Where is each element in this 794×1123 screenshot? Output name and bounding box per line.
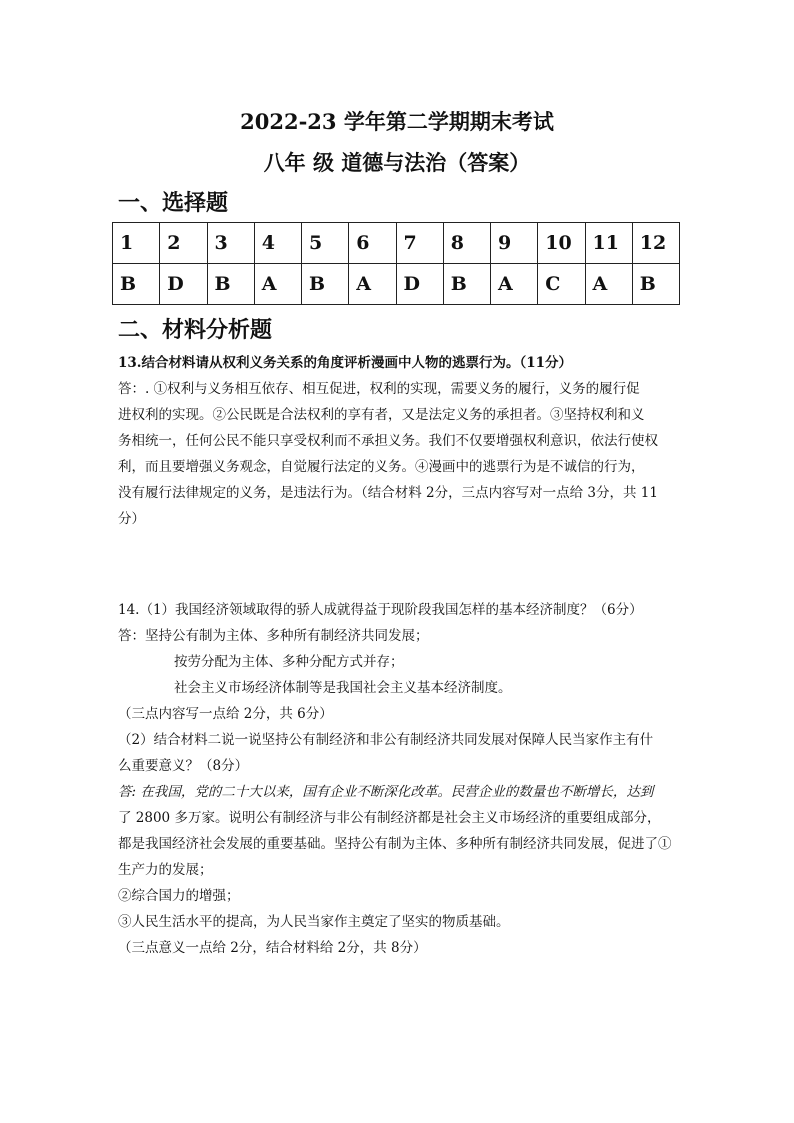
answer-letter: D: [396, 264, 443, 305]
answer-14-part1-line: 按劳分配为主体、多种分配方式并存；: [174, 654, 404, 670]
question-13-text: 13.结合材料请从权利义务关系的角度评析漫画中人物的逃票行为。（11分）: [118, 355, 573, 371]
answer-14-part2-line: 答: 在我国，党的二十大以来，国有企业不断深化改革。民营企业的数量也不断增长，达到: [118, 784, 654, 800]
question-number-row: [113, 223, 680, 264]
answer-14-part1-score: （三点内容写一点给 2分，共 6分）: [118, 706, 333, 722]
answer-13-line: 答：. ①权利与义务相互依存、相互促进，权利的实现，需要义务的履行，义务的履行促: [118, 381, 640, 397]
question-number: 11: [585, 223, 632, 264]
question-number: 2: [160, 223, 207, 264]
answer-13-line: 进权利的实现。②公民既是合法权利的享有者，又是法定义务的承担者。③坚持权利和义: [118, 407, 645, 423]
answer-letter: C: [538, 264, 585, 305]
answer-14-part1-first: 答：坚持公有制为主体、多种所有制经济共同发展；: [118, 628, 429, 644]
answer-14-part1-line: 社会主义市场经济体制等是我国社会主义基本经济制度。: [174, 680, 512, 696]
answer-letter: A: [254, 264, 301, 305]
answer-letter: B: [207, 264, 254, 305]
answer-14-part2-score: （三点意义一点给 2分，结合材料给 2分，共 8分）: [118, 940, 427, 956]
question-number: 5: [302, 223, 349, 264]
answer-letter: B: [443, 264, 490, 305]
answer-13-line: 没有履行法律规定的义务，是违法行为。（结合材料 2分，三点内容写对一点给 3分，共 11: [118, 485, 658, 501]
answer-14-part2-line: 生产力的发展；: [118, 862, 213, 878]
question-number: 10: [538, 223, 585, 264]
answer-letter: A: [349, 264, 396, 305]
question-number: 4: [254, 223, 301, 264]
answer-letter: D: [160, 264, 207, 305]
question-number: 7: [396, 223, 443, 264]
choice-answer-table: [112, 222, 680, 305]
answer-letter: B: [632, 264, 679, 305]
question-14-block: [118, 597, 690, 961]
answer-letter: A: [585, 264, 632, 305]
answer-13-line: 利，而且要增强义务观念，自觉履行法定的义务。④漫画中的逃票行为是不诚信的行为，: [118, 459, 645, 475]
question-number: 8: [443, 223, 490, 264]
answer-letter: A: [491, 264, 538, 305]
question-number: 6: [349, 223, 396, 264]
question-number: 9: [491, 223, 538, 264]
section-title-choice: 一、选择题: [118, 190, 229, 216]
answer-letter: B: [113, 264, 160, 305]
question-13-block: [118, 350, 690, 532]
question-14-part2-line: （2）结合材料二说一说坚持公有制经济和非公有制经济共同发展对保障人民当家作主有什: [118, 732, 654, 748]
question-number: 12: [632, 223, 679, 264]
answer-13-line: 分）: [118, 511, 145, 527]
question-number: 1: [113, 223, 160, 264]
answer-14-part2-line: ②综合国力的增强；: [118, 888, 240, 904]
answer-letter-row: [113, 264, 680, 305]
question-14-part2-line: 么重要意义？（8分）: [118, 758, 249, 774]
exam-subtitle: 八年 级 道德与法治（答案）: [263, 150, 531, 175]
exam-title: 2022-23 学年第二学期期末考试: [240, 109, 554, 134]
question-14-part1-text: 14.（1）我国经济领域取得的骄人成就得益于现阶段我国怎样的基本经济制度？（6分）: [118, 602, 643, 618]
question-number: 3: [207, 223, 254, 264]
answer-14-part2-line: 了 2800 多万家。说明公有制经济与非公有制经济都是社会主义市场经济的重要组成部分，: [118, 810, 661, 826]
answer-14-part2-line: ③人民生活水平的提高，为人民当家作主奠定了坚实的物质基础。: [118, 914, 510, 930]
answer-14-part2-line: 都是我国经济社会发展的重要基础。坚持公有制为主体、多种所有制经济共同发展，促进了①: [118, 836, 672, 852]
section-title-analysis: 二、材料分析题: [118, 317, 273, 343]
answer-13-line: 务相统一，任何公民不能只享受权利而不承担义务。我们不仅要增强权利意识，依法行使权: [118, 433, 658, 449]
answer-letter: B: [302, 264, 349, 305]
